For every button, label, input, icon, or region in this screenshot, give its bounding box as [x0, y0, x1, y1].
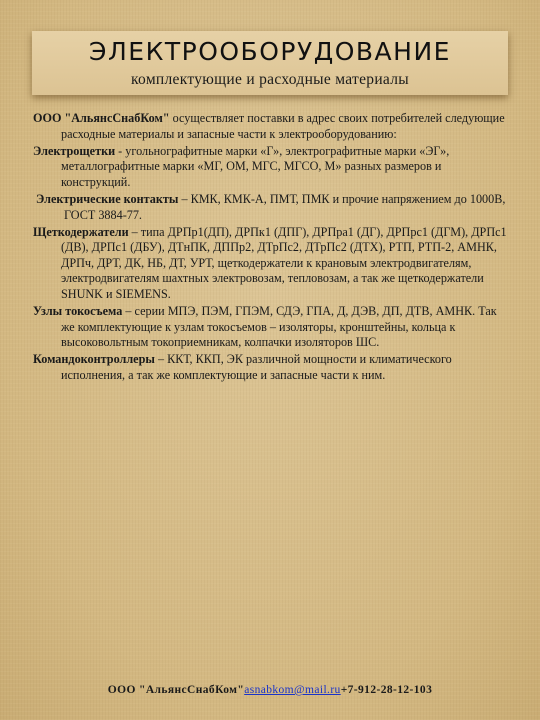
intro-text: осуществляет поставки в адрес своих потребителей следующие расходные материалы и запасные части к электрооборудованию:: [61, 111, 505, 141]
footer-contacts: [0, 684, 540, 696]
brush-holders-text: – типа ДРПр1(ДП), ДРПк1 (ДПГ), ДРПра1 (ДГ), ДРПрс1 (ДГМ), ДРПс1 (ДВ), ДРПс1 (ДБУ), ДТнПК, ДППр2, ДТрПс2, ДТрПс2 (ДТХ), РТП, РТП-2, АМНК, ДРПч, ДРТ, ДК, НБ, ДТ, УРТ, щеткодержатели к крановым электродвигателям, электродвигателям шахтных электровозам, тепловозам, а так же щеткодержатели SHUNK и SIEMENS.: [61, 224, 507, 302]
current-collectors-paragraph: [33, 304, 509, 351]
page-subtitle: комплектующие и расходные материалы: [131, 71, 409, 88]
controllers-heading: Командоконтроллеры: [33, 352, 155, 367]
intro-paragraph: [33, 111, 509, 142]
content-body: [33, 111, 509, 385]
company-name-lead: ООО "АльянсСнабКом": [33, 111, 170, 125]
brushes-paragraph: [33, 144, 509, 191]
brush-holders-heading: Щеткодержатели: [33, 224, 129, 239]
email-link[interactable]: asnabkom@mail.ru: [244, 684, 341, 696]
controllers-paragraph: [33, 352, 509, 383]
footer-company: ООО "АльянсСнабКом": [107, 684, 245, 696]
current-collectors-text: – серии МПЭ, ПЭМ, ГПЭМ, СДЭ, ГПА, Д, ДЭВ, ДП, ДТВ, АМНК. Так же комплектующие к узлам токосъемов – изоляторы, кронштейны, кольца к высоковольтным токоприемникам, колпачки изоляторов ШС.: [61, 304, 497, 350]
brush-holders-paragraph: [33, 225, 509, 303]
controllers-text: – ККТ, ККП, ЭК различной мощности и климатического исполнения, а так же комплектующие и запасные части к ним.: [61, 352, 452, 382]
contacts-paragraph: [36, 192, 509, 223]
brushes-text: - угольнографитные марки «Г», электрографитные марки «ЭГ», металлографитные марки «МГ, ОМ, МГС, МГСО, М» разных размеров и конструкций.: [61, 143, 450, 189]
title-banner: [32, 31, 508, 95]
contacts-text: – КМК, КМК-А, ПМТ, ПМК и прочие напряжением до 1000В, ГОСТ 3884-77.: [64, 191, 506, 222]
contacts-heading: Электрические контакты: [36, 191, 179, 206]
page-title: ЭЛЕКТРООБОРУДОВАНИЕ: [89, 37, 451, 66]
footer-phone: +7-912-28-12-103: [340, 684, 433, 696]
brushes-heading: Электрощетки: [33, 143, 116, 158]
current-collectors-heading: Узлы токосъема: [33, 304, 123, 319]
